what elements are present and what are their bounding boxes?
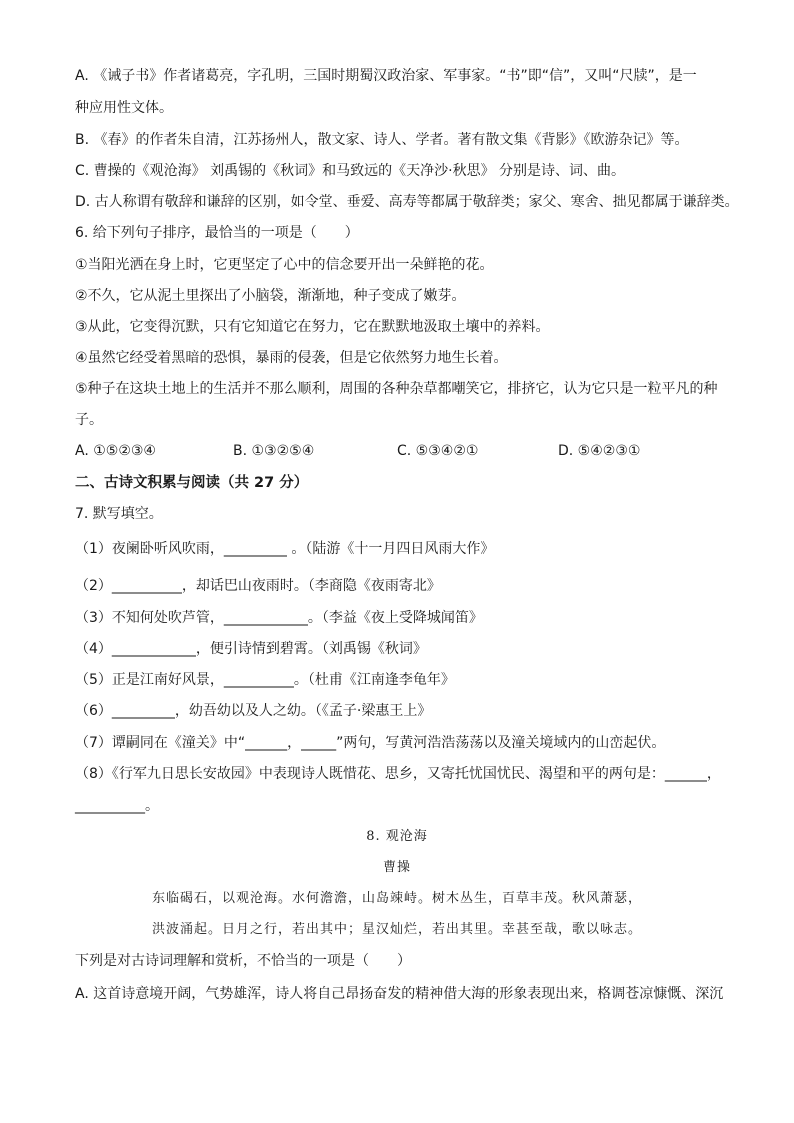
q6-option-b: B. ①③②⑤④ — [233, 443, 315, 459]
option-a-line1: A. 《诫子书》作者诸葛亮，字孔明，三国时期蜀汉政治家、军事家。“书”即“信”，又叫“尺牍”，是一 — [75, 68, 697, 84]
sentence-5-line2: 子。 — [75, 412, 103, 428]
sentence-1: ①当阳光洒在身上时，它更坚定了心中的信念要开出一朵鲜艳的花。 — [75, 257, 494, 273]
q6-option-a: A. ①⑤②③④ — [75, 443, 156, 459]
poem-line-1: 东临碣石，以观沧海。水何澹澹，山岛竦峙。树木丛生，百草丰茂。秋风萧瑟， — [151, 891, 642, 906]
q7-item-5: （5）正是江南好风景，__________。（杜甫《江南逢李龟年》 — [75, 672, 455, 688]
q7-item-1: （1）夜阑卧听风吹雨，_________ 。（陆游《十一月四日风雨大作》 — [75, 541, 495, 557]
q7-item-8-line1: （8）《行军九日思长安故园》中表现诗人既惜花、思乡，又寄托忧国忧民、渴望和平的两句是：______， — [75, 766, 721, 782]
q7-item-6: （6）_________，幼吾幼以及人之幼。（《孟子·梁惠王上》 — [75, 703, 432, 719]
poem-author: 曹操 — [382, 860, 411, 875]
question-7-title: 7. 默写填空。 — [75, 506, 163, 522]
option-d: D. 古人称谓有敬辞和谦辞的区别，如令堂、垂爱、高寿等都属于敬辞类；家父、寒舍、拙见都属于谦辞类。 — [75, 194, 739, 210]
poem-line-2: 洪波涌起。日月之行，若出其中；星汉灿烂，若出其里。幸甚至哉，歌以咏志。 — [151, 922, 642, 937]
q7-item-2: （2）__________，却话巴山夜雨时。（李商隐《夜雨寄北》 — [75, 578, 441, 594]
q6-option-c: C. ⑤③④②① — [397, 443, 479, 459]
sentence-4: ④虽然它经受着黑暗的恐惧，暴雨的侵袭，但是它依然努力地生长着。 — [75, 350, 508, 366]
q6-option-d: D. ⑤④②③① — [558, 443, 641, 459]
question-6-title: 6. 给下列句子排序，最恰当的一项是（ ） — [75, 225, 359, 241]
sentence-5-line1: ⑤种子在这块土地上的生活并不那么顺利，周围的各种杂草都嘲笑它，排挤它，认为它只是一粒平凡的种 — [75, 381, 718, 397]
q7-item-7: （7）谭嗣同在《潼关》中“______，_____”两句，写黄河浩浩荡荡以及潼关境域内的山峦起伏。 — [75, 735, 666, 751]
sentence-2: ②不久，它从泥土里探出了小脑袋，渐渐地，种子变成了嫩芽。 — [75, 288, 466, 304]
q7-item-4: （4）____________，便引诗情到碧霄。（刘禹锡《秋词》 — [75, 641, 427, 657]
q7-item-8-line2: __________。 — [75, 798, 159, 814]
option-b: B. 《春》的作者朱自清，江苏扬州人，散文家、诗人、学者。著有散文集《背影》《欧游杂记》等。 — [75, 132, 689, 148]
question-8-title: 8. 观沧海 — [366, 829, 428, 844]
sentence-3: ③从此，它变得沉默，只有它知道它在努力，它在默默地汲取土壤中的养料。 — [75, 319, 550, 335]
q7-item-3: （3）不知何处吹芦管，____________。（李益《夜上受降城闻笛》 — [75, 610, 483, 626]
option-a-line2: 种应用性文体。 — [75, 100, 173, 116]
section-2-title: 二、古诗文积累与阅读（共 27 分） — [75, 475, 309, 491]
q8-option-a: A. 这首诗意境开阔，气势雄浑，诗人将自己昂扬奋发的精神借大海的形象表现出来，格调苍凉慷慨、深沉 — [75, 986, 724, 1002]
question-8-prompt: 下列是对古诗词理解和赏析，不恰当的一项是（ ） — [75, 953, 411, 969]
option-c: C. 曹操的《观沧海》 刘禹锡的《秋词》和马致远的《天净沙·秋思》 分别是诗、词、曲。 — [75, 163, 626, 179]
